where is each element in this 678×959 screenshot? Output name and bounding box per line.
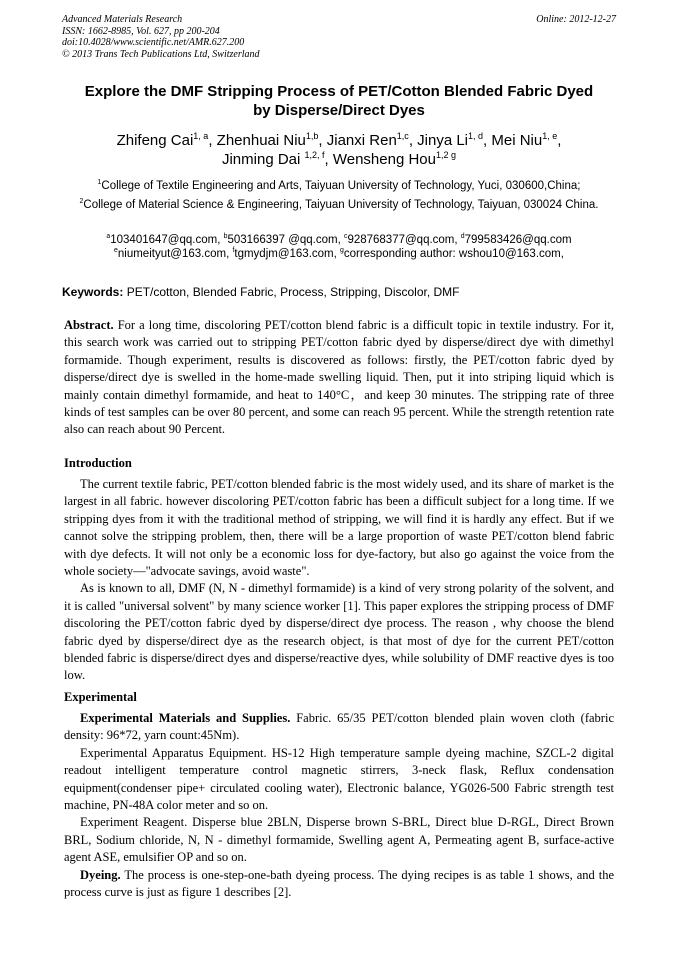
copyright-line: © 2013 Trans Tech Publications Ltd, Switzerland xyxy=(62,48,260,60)
online-date: Online: 2012-12-27 xyxy=(536,14,616,25)
paragraph xyxy=(64,710,614,745)
email: tgmydjm@163.com, xyxy=(234,248,341,260)
keywords-label: Keywords: xyxy=(62,285,124,299)
affiliation-number: 2 xyxy=(79,198,84,206)
author-affiliation-mark: 1, e xyxy=(542,131,558,141)
doi-line: doi:10.4028/www.scientific.net/AMR.627.200 xyxy=(62,37,245,48)
keywords-text: PET/cotton, Blended Fabric, Process, Stripping, Discolor, DMF xyxy=(123,285,460,299)
abstract xyxy=(64,317,614,439)
email: 503166397 @qq.com, xyxy=(227,234,344,246)
author-affiliation-mark: 1,2, f xyxy=(304,150,325,160)
email-mark: e xyxy=(114,247,118,255)
email: 799583426@qq.com xyxy=(464,234,572,246)
email-mark: g xyxy=(340,247,344,255)
email-mark: c xyxy=(343,233,348,241)
paper-title xyxy=(40,82,638,120)
author-name: Jinming Dai xyxy=(221,151,305,168)
section-heading-experimental: Experimental xyxy=(64,690,137,704)
affiliation-1 xyxy=(62,179,616,193)
email: 103401647@qq.com, xyxy=(110,234,224,246)
author-emails xyxy=(62,233,616,261)
affiliation-number: 1 xyxy=(97,179,102,187)
paragraph: The current textile fabric, PET/cotton blended fabric is the most widely used, and its share of market is the largest in all fabric. however discoloring PET/cotton fabric has been a difficult subject for a long time. If we stripping dyes from it with the traditional method of stripping, we will find it is hardly any effect. But if we cannot solve the stripping problem, then, there will be a large proportion of waste PET/cotton blend fabric with dye defects. It will not only be a economic loss for dye-factory, but also go against the voice from the whole society—"advocate savings, avoid waste". xyxy=(64,477,614,579)
paragraph: As is known to all, DMF (N, N - dimethyl formamide) is a kind of very strong polarity of the solvent, and it is called "universal solvent" by many science worker [1]. This paper explores the stripping process of DMF discoloring the PET/cotton fabric dyed by disperse/direct dye process. The reason , why choose the blend fabric dyed by disperse/direct dye as the research object, is that most of dye for the current PET/cotton blended fabric is disperse/direct dyes and disperse/reactive dyes, while solubility of DMF reactive dyes is too low. xyxy=(64,581,614,683)
keywords xyxy=(62,285,616,300)
email-mark: a xyxy=(106,233,111,241)
email: 928768377@qq.com, xyxy=(347,234,461,246)
running-header xyxy=(62,14,616,60)
paragraph xyxy=(64,867,614,902)
author-affiliation-mark: 1,2 g xyxy=(435,150,457,160)
author-affiliation-mark: 1,b xyxy=(305,131,319,141)
title-line-1: Explore the DMF Stripping Process of PET/Cotton Blended Fabric Dyed xyxy=(84,83,594,100)
paragraph: Experimental Apparatus Equipment. HS-12 High temperature sample dyeing machine, SZCL-2 digital readout intelligent temperature control magnetic stirrers, 3-neck flask, Reflux condensation equipment(condenser pipe+ circulated cooling water), Electronic balance, YG026-500 Fabric strength test machine, PN-48A color meter and so on. xyxy=(64,745,614,813)
email-mark: d xyxy=(460,233,465,241)
email: corresponding author: wshou10@163.com, xyxy=(343,248,564,260)
experimental-body xyxy=(64,710,614,901)
author-separator: , xyxy=(483,132,492,149)
author-name: Wensheng Hou xyxy=(332,151,436,168)
email-mark: f xyxy=(232,247,235,255)
author-affiliation-mark: 1, a xyxy=(193,131,209,141)
author-name: Zhenhuai Niu xyxy=(216,132,306,149)
affiliation-text: College of Textile Engineering and Arts, Taiyuan University of Technology, Yuci, 030600,China; xyxy=(101,180,581,192)
affiliation-text: College of Material Science & Engineering, Taiyuan University of Technology, Taiyuan, 030024 China. xyxy=(83,199,599,211)
author-name: Zhifeng Cai xyxy=(116,132,194,149)
affiliation-2 xyxy=(62,198,616,212)
author-name: Mei Niu xyxy=(491,132,543,149)
author-separator: , xyxy=(208,132,217,149)
paragraph-text: The process is one-step-one-bath dyeing process. The dying recipes is as table 1 shows, and the process curve is just as figure 1 describes [2]. xyxy=(64,867,614,900)
author-name: Jianxi Ren xyxy=(326,132,397,149)
author-separator: , xyxy=(318,132,327,149)
author-separator: , xyxy=(557,132,562,149)
subsection-label: Experimental Materials and Supplies. xyxy=(80,711,291,725)
introduction-body xyxy=(64,476,614,685)
paragraph-text: Fabric. 65/35 PET/cotton blended plain woven cloth (fabric density: 96*72, yarn count:45Nm). xyxy=(64,711,614,743)
journal-name: Advanced Materials Research xyxy=(62,14,183,25)
author-affiliation-mark: 1, d xyxy=(468,131,484,141)
abstract-label: Abstract. xyxy=(64,318,114,332)
subsection-label: Dyeing. xyxy=(80,867,121,882)
paragraph: Experiment Reagent. Disperse blue 2BLN, Disperse brown S-BRL, Direct blue D-RGL, Direct Brown BRL, Sodium chloride, N, N - dimethyl formamide, Swelling agent A, Permeating agent B, surface-active agent ASE, emulsifier OP and so on. xyxy=(64,815,614,865)
author-separator: , xyxy=(408,132,418,149)
abstract-text: For a long time, discoloring PET/cotton blend fabric is a difficult topic in textile industry. For it, this search work was carried out to stripping PET/cotton fabric dyed by disperse/direct dye with dimethyl formamide. Though experiment, results is discovered as follows: firstly, the PET/cotton fabric dyed by disperse/direct dye is swelled in the home-made swelling liquid. Then, put it into striping liquid which is mainly contain dimethyl formamide, and heat to 140 xyxy=(64,318,614,402)
issn-line: ISSN: 1662-8985, Vol. 627, pp 200-204 xyxy=(62,25,220,37)
author-affiliation-mark: 1,c xyxy=(396,131,409,141)
email-mark: b xyxy=(223,233,228,241)
author-separator: , xyxy=(324,151,333,168)
email: niumeityut@163.com, xyxy=(117,248,233,260)
temperature-unit: °C xyxy=(335,387,350,402)
title-line-2: by Disperse/Direct Dyes xyxy=(253,102,425,119)
abstract-text-continued: ，and keep 30 minutes. The stripping rate of three kinds of test samples can be over 80 percent, and some can reach 95 percent. While the strength retention rate also can reach about 90 Percent. xyxy=(64,387,614,437)
author-list xyxy=(40,131,638,169)
section-heading-introduction: Introduction xyxy=(64,456,132,470)
author-name: Jinya Li xyxy=(417,132,469,149)
